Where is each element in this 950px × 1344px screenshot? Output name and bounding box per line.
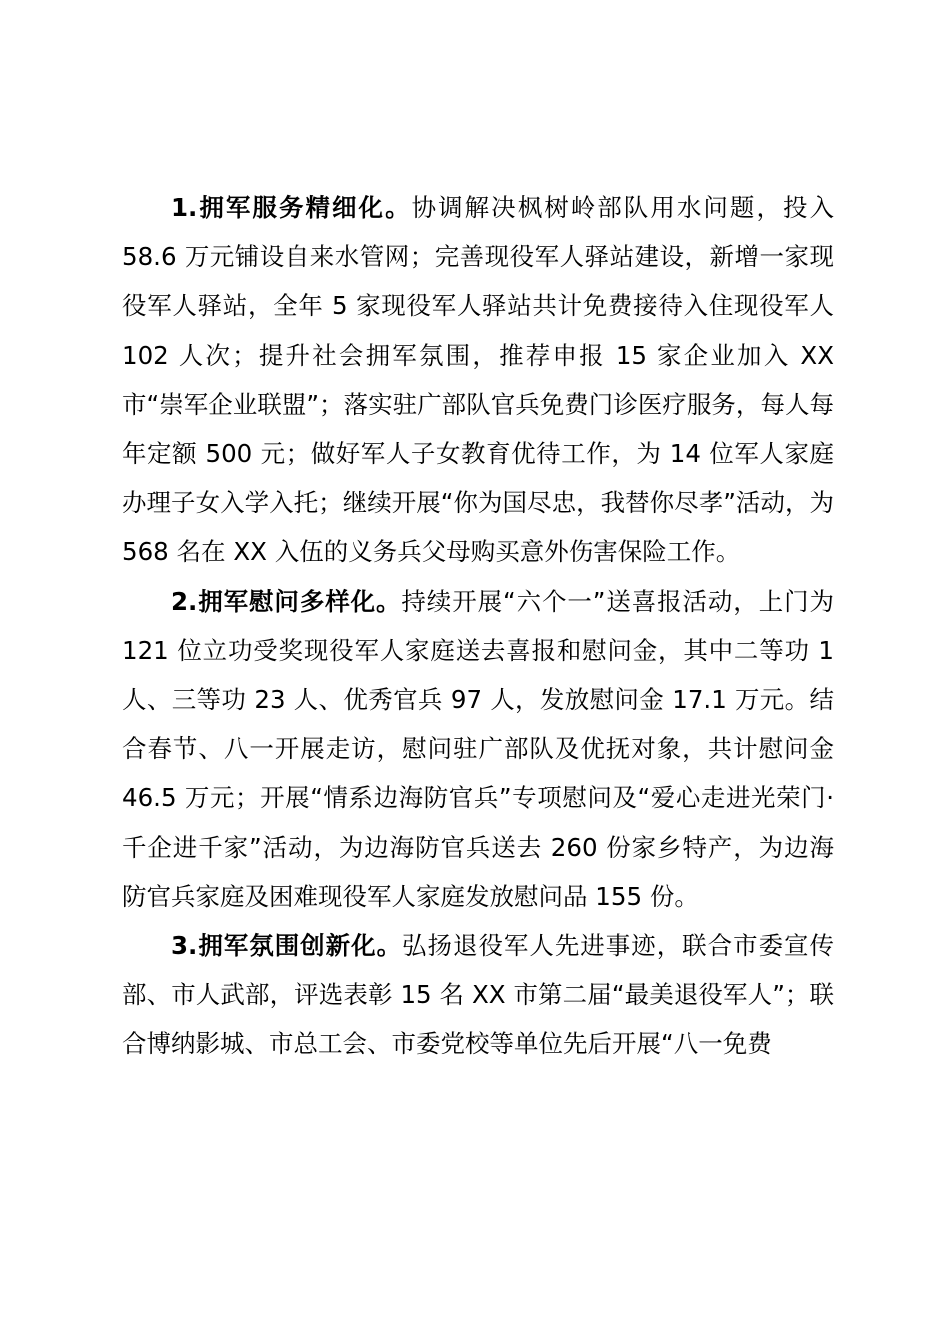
paragraph-1 <box>122 183 834 577</box>
paragraph-1-text: 协调解决枫树岭部队用水问题，投入 58.6 万元铺设自来水管网；完善现役军人驿站建设，新增一家现役军人驿站，全年 5 家现役军人驿站共计免费接待入住现役军人 102 人次；提升社会拥军氛围，推荐申报 15 家企业加入 XX 市“崇军企业联盟”；落实驻广部队官兵免费门诊医疗服务，每人每年定额 500 元；做好军人子女教育优待工作，为 14 位军人家庭办理子女入学入托；继续开展“你为国尽忠，我替你尽孝”活动，为 568 名在 XX 入伍的义务兵父母购买意外伤害保险工作。 <box>122 193 834 567</box>
paragraph-3 <box>122 921 834 1069</box>
paragraph-3-heading: 3.拥军氛围创新化。 <box>171 931 403 961</box>
paragraph-2-heading: 2.拥军慰问多样化。 <box>171 586 402 616</box>
paragraph-3-text: 弘扬退役军人先进事迹，联合市委宣传部、市人武部，评选表彰 15 名 XX 市第二届“最美退役军人”；联合博纳影城、市总工会、市委党校等单位先后开展“八一免费 <box>122 931 834 1059</box>
paragraph-2-text: 持续开展“六个一”送喜报活动，上门为 121 位立功受奖现役军人家庭送去喜报和慰问金，其中二等功 1 人、三等功 23 人、优秀官兵 97 人，发放慰问金 17.1 万元。结合春节、八一开展走访，慰问驻广部队及优抚对象，共计慰问金 46.5 万元；开展“情系边海防官兵”专项慰问及“爱心走进光荣门·千企进千家”活动，为边海防官兵送去 260 份家乡特产，为边海防官兵家庭及困难现役军人家庭发放慰问品 155 份。 <box>122 586 834 911</box>
paragraph-1-heading: 1.拥军服务精细化。 <box>171 193 412 222</box>
document-body <box>122 183 834 1069</box>
paragraph-2 <box>122 577 834 921</box>
